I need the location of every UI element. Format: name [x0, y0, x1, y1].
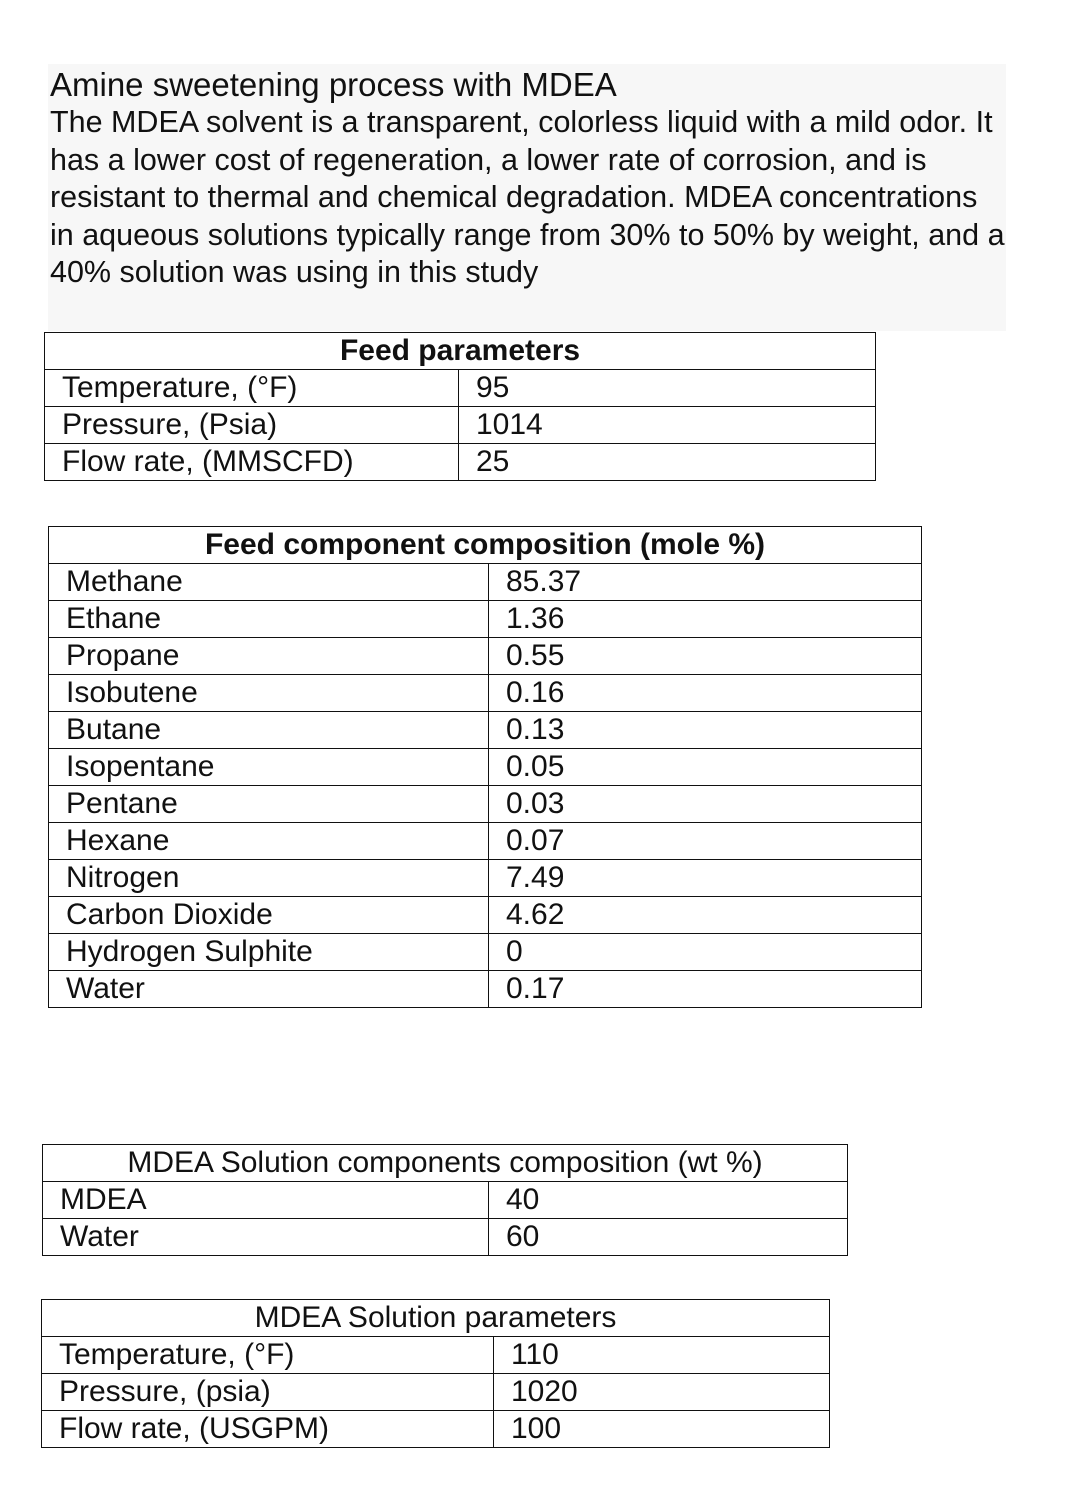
row-value: 0.05 [489, 749, 922, 786]
row-value: 0.16 [489, 675, 922, 712]
table-row [49, 675, 922, 712]
row-value: 4.62 [489, 897, 922, 934]
table-row [42, 1374, 830, 1411]
table-header-row [49, 527, 922, 564]
table-row [49, 786, 922, 823]
table-row [49, 638, 922, 675]
row-label: Temperature, (°F) [42, 1337, 494, 1374]
row-value: 7.49 [489, 860, 922, 897]
table-row [42, 1337, 830, 1374]
table-row [43, 1219, 848, 1256]
row-label: Nitrogen [49, 860, 489, 897]
row-value: 0 [489, 934, 922, 971]
feed-parameters-table [44, 332, 876, 481]
row-value: 1020 [494, 1374, 830, 1411]
table-row [45, 407, 876, 444]
mdea-parameters-table [41, 1299, 830, 1448]
row-value: 1014 [459, 407, 876, 444]
row-label: Pressure, (psia) [42, 1374, 494, 1411]
table-title: MDEA Solution parameters [42, 1300, 830, 1337]
row-value: 100 [494, 1411, 830, 1448]
row-label: Hexane [49, 823, 489, 860]
intro-body: The MDEA solvent is a transparent, colorless liquid with a mild odor. It has a lower cost of regeneration, a lower rate of corrosion, and is resistant to thermal and chemical degradation. MDEA concentrations in aqueous solutions typically range from 30% to 50% by weight, and a 40% solution was using in this study [50, 105, 1005, 289]
row-value: 25 [459, 444, 876, 481]
table-row [45, 444, 876, 481]
row-label: Flow rate, (MMSCFD) [45, 444, 459, 481]
row-label: Isopentane [49, 749, 489, 786]
row-label: Ethane [49, 601, 489, 638]
row-label: Flow rate, (USGPM) [42, 1411, 494, 1448]
table-row [49, 823, 922, 860]
row-value: 110 [494, 1337, 830, 1374]
row-value: 0.17 [489, 971, 922, 1008]
row-value: 40 [489, 1182, 848, 1219]
row-label: Water [43, 1219, 489, 1256]
row-label: Pentane [49, 786, 489, 823]
intro-title: Amine sweetening process with MDEA [50, 66, 617, 103]
row-value: 1.36 [489, 601, 922, 638]
row-value: 0.55 [489, 638, 922, 675]
row-label: Butane [49, 712, 489, 749]
table-row [42, 1411, 830, 1448]
table-title: MDEA Solution components composition (wt %) [43, 1145, 848, 1182]
row-label: Propane [49, 638, 489, 675]
table-row [49, 897, 922, 934]
table-title: Feed component composition (mole %) [49, 527, 922, 564]
table-header-row [45, 333, 876, 370]
row-value: 60 [489, 1219, 848, 1256]
table-row [49, 601, 922, 638]
feed-composition-table [48, 526, 922, 1008]
row-label: Temperature, (°F) [45, 370, 459, 407]
table-header-row [42, 1300, 830, 1337]
row-label: Carbon Dioxide [49, 897, 489, 934]
table-title: Feed parameters [45, 333, 876, 370]
table-row [49, 749, 922, 786]
table-row [43, 1182, 848, 1219]
table-row [49, 971, 922, 1008]
row-label: Hydrogen Sulphite [49, 934, 489, 971]
row-label: Pressure, (Psia) [45, 407, 459, 444]
table-header-row [43, 1145, 848, 1182]
row-value: 0.03 [489, 786, 922, 823]
row-label: Methane [49, 564, 489, 601]
row-label: Isobutene [49, 675, 489, 712]
table-row [49, 934, 922, 971]
table-row [49, 564, 922, 601]
row-label: MDEA [43, 1182, 489, 1219]
intro-section [48, 64, 1006, 331]
row-value: 95 [459, 370, 876, 407]
row-label: Water [49, 971, 489, 1008]
table-row [45, 370, 876, 407]
row-value: 0.13 [489, 712, 922, 749]
row-value: 0.07 [489, 823, 922, 860]
table-row [49, 712, 922, 749]
row-value: 85.37 [489, 564, 922, 601]
table-row [49, 860, 922, 897]
mdea-composition-table [42, 1144, 848, 1256]
